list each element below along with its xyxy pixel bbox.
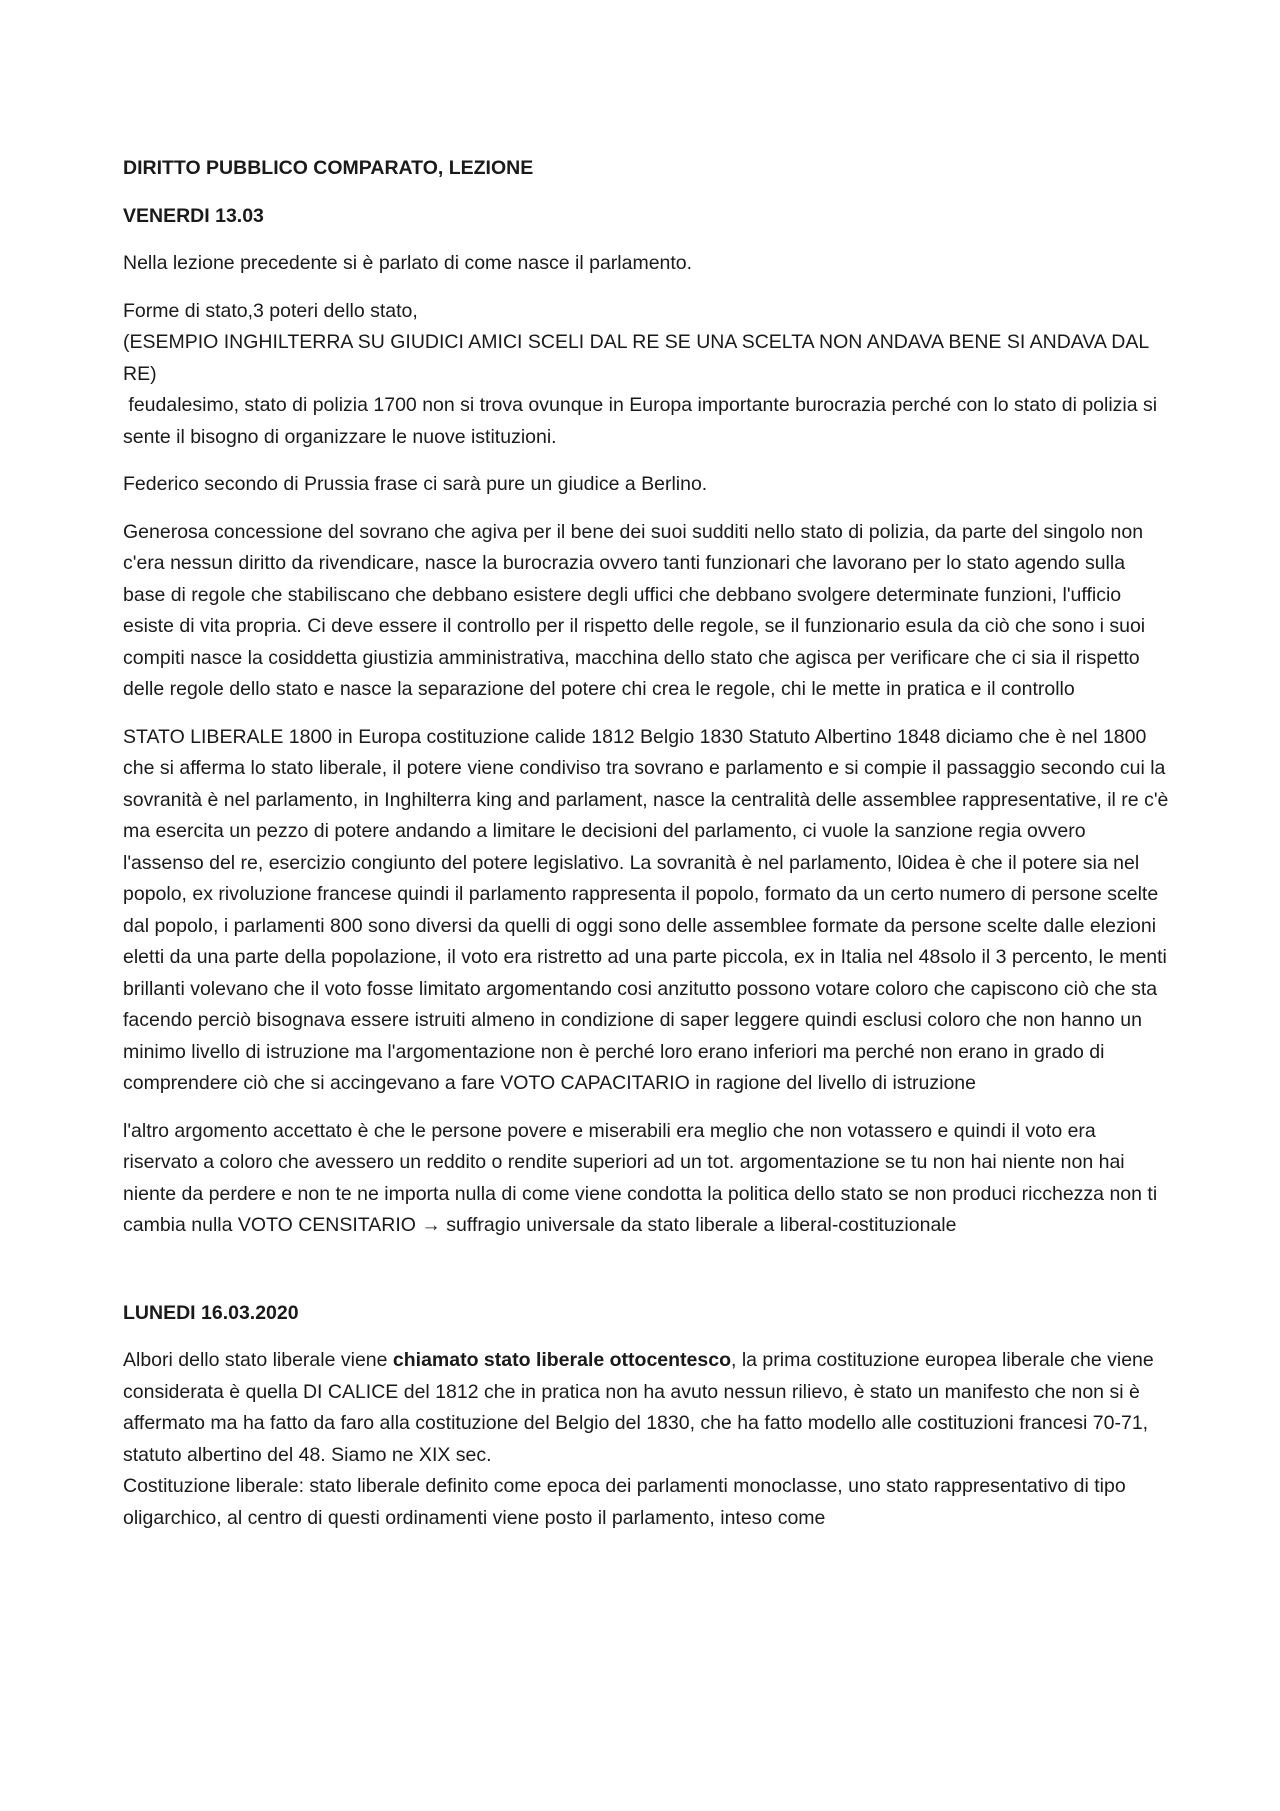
paragraph: l'altro argomento accettato è che le persone povere e miserabili era meglio che non votassero e quindi il voto era riservato a coloro che avessero un reddito o rendite superiori ad un tot. argomentazione se tu non hai niente non hai niente da perdere e non te ne importa nulla di come viene condotta la politica dello stato se non produci ricchezza non ti cambia nulla VOTO CENSITARIO → suffragio universale da stato liberale a liberal-costituzionale [123, 1119, 1158, 1236]
paragraph: Federico secondo di Prussia frase ci sarà pure un giudice a Berlino. [123, 473, 708, 495]
document-body [123, 153, 1171, 1534]
paragraph: STATO LIBERALE 1800 in Europa costituzione calide 1812 Belgio 1830 Statuto Albertino 1848 diciamo che è nel 1800 che si afferma lo stato liberale, il potere viene condiviso tra sovrano e parlamento e si compie il passaggio secondo cui la sovranità è nel parlamento, in Inghilterra king and parlament, nasce la centralità delle assemblee rappresentative, il re c'è ma esercita un pezzo di potere andando a limitare le decisioni del parlamento, ci vuole la sanzione regia ovvero l'assenso del re, esercizio congiunto del potere legislativo. La sovranità è nel parlamento, l0idea è che il potere sia nel popolo, ex rivoluzione francese quindi il parlamento rappresenta il popolo, formato da un certo numero di persone scelte dal popolo, i parlamenti 800 sono diversi da quelli di oggi sono delle assemblee formate da persone scelte dalle elezioni eletti da una parte della popolazione, il voto era ristretto ad una parte piccola, ex in Italia nel 48solo il 3 percento, le menti brillanti volevano che il voto fosse limitato argomentando cosi anzitutto possono votare coloro che capiscono ciò che sta facendo perciò bisognava essere istruiti almeno in condizione di saper leggere quindi esclusi coloro che non hanno un minimo livello di istruzione ma l'argomentazione non è perché loro erano inferiori ma perché non erano in grado di comprendere ciò che si accingevano a fare VOTO CAPACITARIO in ragione del livello di istruzione [123, 725, 1169, 1094]
paragraph-line: (ESEMPIO INGHILTERRA SU GIUDICI AMICI SCELI DAL RE SE UNA SCELTA NON ANDAVA BENE SI ANDAVA DAL RE) [123, 331, 1149, 385]
paragraph-text: Costituzione liberale: stato liberale definito come epoca dei parlamenti monoclasse, uno stato rappresentativo di tipo oligarchico, al centro di questi ordinamenti viene posto il parlamento, inteso come [123, 1475, 1126, 1529]
lesson-date-heading: VENERDI 13.03 [123, 204, 264, 227]
paragraph-line: Forme di stato,3 poteri dello stato, [123, 299, 418, 322]
paragraph [123, 1345, 1171, 1534]
paragraph: Generosa concessione del sovrano che agiva per il bene dei suoi sudditi nello stato di polizia, da parte del singolo non c'era nessun diritto da rivendicare, nasce la burocrazia ovvero tanti funzionari che lavorano per lo stato agendo sulla base di regole che stabiliscano che debbano esistere degli uffici che debbano svolgere determinate funzioni, l'ufficio esiste di vita propria. Ci deve essere il controllo per il rispetto delle regole, se il funzionario esula da ciò che sono i suoi compiti nasce la cosiddetta giustizia amministrativa, macchina dello stato che agisca per verificare che ci sia il rispetto delle regole dello stato e nasce la separazione del potere chi crea le regole, chi le mette in pratica e il controllo [123, 520, 1146, 700]
document-title: DIRITTO PUBBLICO COMPARATO, LEZIONE [123, 157, 534, 179]
bold-phrase: chiamato stato liberale ottocentesco [392, 1349, 731, 1371]
spacer [123, 1258, 1171, 1298]
paragraph-text: , la prima costituzione europea liberale che viene considerata è quella DI CALICE del 1812 che in pratica non ha avuto nessun rilievo, è stato un manifesto che non si è affermato ma ha fatto da faro alla costituzione del Belgio del 1830, che ha fatto modello alle costituzioni francesi 70-71, statuto albertino del 48. Siamo ne XIX sec. [123, 1349, 1154, 1466]
paragraph: Nella lezione precedente si è parlato di come nasce il parlamento. [123, 252, 693, 274]
lesson-date-heading: LUNEDI 16.03.2020 [123, 1301, 299, 1324]
paragraph [123, 296, 1171, 454]
paragraph-text: Albori dello stato liberale viene [123, 1349, 393, 1371]
paragraph-line: feudalesimo, stato di polizia 1700 non si trova ovunque in Europa importante burocrazia perché con lo stato di polizia si sente il bisogno di organizzare le nuove istituzioni. [123, 394, 1163, 448]
